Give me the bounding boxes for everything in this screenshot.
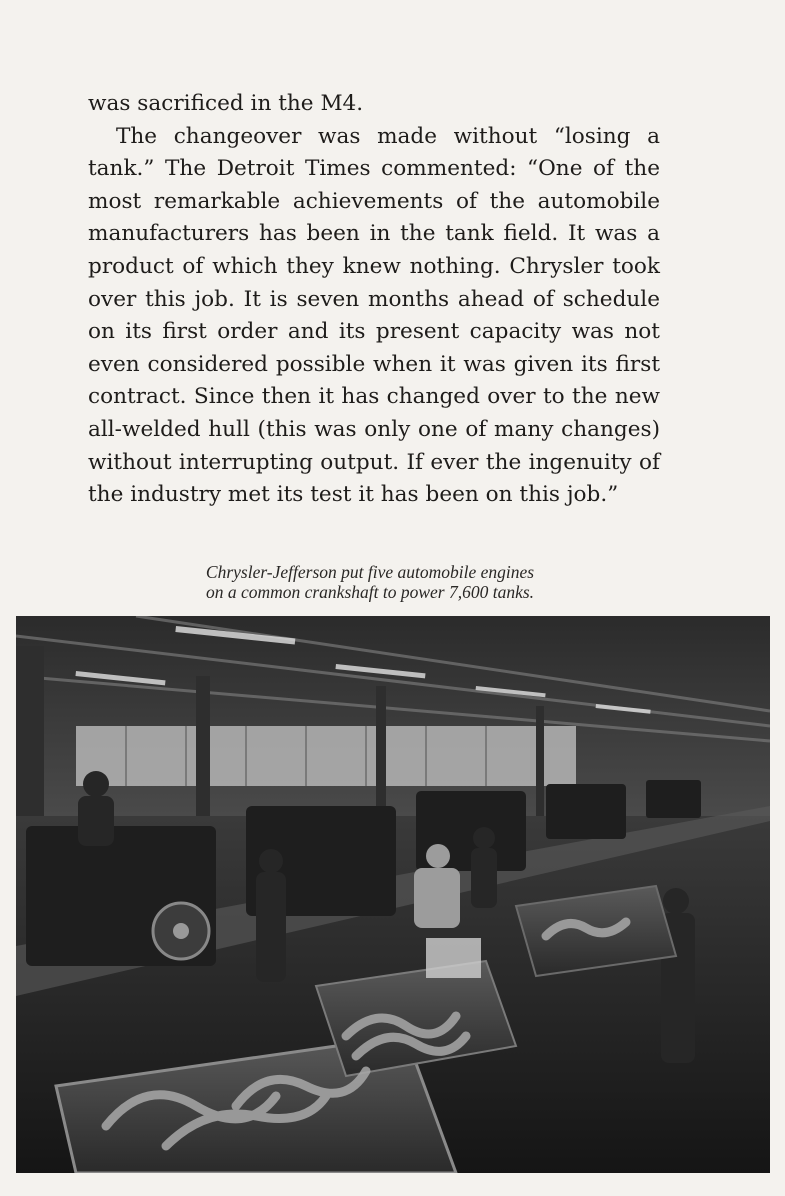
factory-photo-illustration	[16, 616, 770, 1173]
paragraph-continuation: was sacrificed in the M4.	[88, 91, 364, 116]
photo-caption	[160, 562, 580, 602]
caption-line-1: Chrysler-Jefferson put five automobile engines	[205, 562, 535, 582]
caption-line-2: on a common crankshaft to power 7,600 tanks.	[205, 582, 535, 602]
factory-assembly-line-photo	[16, 616, 770, 1173]
body-text	[88, 88, 660, 512]
paragraph-detroit-times-quote: The changeover was made without “losing a tank.” The Detroit Times commented: “One of the most remarkable achievements of the automobile manufacturers has been in the tank field. It was a product of which they knew nothing. Chrysler took over this job. It is seven months ahead of schedule on its first order and its present capacity was not even considered possible when it was given its first contract. Since then it has changed over to the new all-welded hull (this was only one of many changes) without interrupting output. If ever the ingenuity of the industry met its test it has been on this job.”	[88, 123, 660, 508]
